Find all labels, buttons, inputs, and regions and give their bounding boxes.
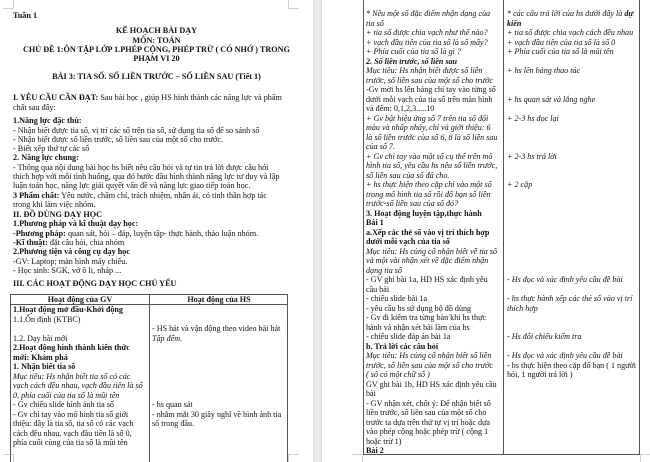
gv-line: dưới mỗi vạch của tia số <box>366 237 450 246</box>
gv-line: + Gv chỉ tay vào một số cụ thể trên mô <box>366 151 493 161</box>
nl-dac-thu-item: - Nhận biết được tia số, vị trí các số trên tia số, sử dụng tia số để so sánh số <box>13 126 260 135</box>
gv-line: Bài 2 <box>366 446 384 455</box>
hs-line-text: thích hợp <box>507 303 538 313</box>
gv-chi-tay: - Gv chỉ tay vào mô hình tia số giới <box>13 409 129 419</box>
gv-line: cầu bài <box>366 284 390 294</box>
pham-chat-heading: 3 Phẩm chất: <box>13 191 60 200</box>
gv-line: của số 7. <box>366 142 395 151</box>
hs-line <box>507 361 636 371</box>
hs-line <box>507 66 580 76</box>
hs-line-text: * các câu trả lời của hs dưới đây là <box>507 9 625 18</box>
gv-line: + hs thực hiện theo cặp chỉ vào một số <box>366 180 492 189</box>
header-hs: Hoạt động của HS <box>187 295 251 304</box>
nl-chung-line: - Thông qua nội dung bài học hs biết nêu câu hỏi và tự tin trả lời được câu hỏi <box>13 163 269 172</box>
pt-gv: -GV: Laptop; màn hình máy chiếu. <box>13 257 128 266</box>
gv-line: Bài 1 <box>366 218 384 227</box>
nl-chung-line: luận toán học, năng lực giải quyết vấn đề và năng lực giao tiếp toán học. <box>13 181 251 190</box>
gv-line: trước ta dựa trên thứ tự vị trí hoặc dựa <box>366 417 490 427</box>
gv-line: - chiếu slide bài 1a <box>366 294 428 303</box>
column-divider <box>149 295 150 462</box>
section-1-intro: Sau bài học , giúp HS hình thành các năng lực và phẩm <box>98 93 282 102</box>
hs-line <box>507 47 614 57</box>
hs-line <box>507 114 559 124</box>
hs-line-text: + hs quan sát và lắng nghe <box>507 94 596 104</box>
gv-hd2: 2.Hoạt động hình thành kiến thức <box>13 343 130 352</box>
hs-line <box>507 9 633 19</box>
subject-label: MÔN: TOÁN <box>132 36 181 45</box>
gv-chieu-slide: - Gv chiếu slide hình ảnh tia số <box>13 400 114 409</box>
hs-line-text: + tia số được chia vạch cách đều nhau <box>507 28 634 37</box>
section-2-heading: II. ĐỒ DÙNG DẠY HỌC <box>13 210 103 219</box>
gv-line: + Gv bật hiệu ứng số 7 trên tia số đổi <box>366 113 489 123</box>
kt-label: -Kĩ thuật: <box>13 238 48 247</box>
hs-line <box>507 152 557 162</box>
header-gv: Hoạt động của GV <box>47 295 113 304</box>
gv-line: + vạch đầu tiên của tia số là số mấy? <box>366 37 488 47</box>
page-corner-mark <box>640 454 650 462</box>
hs-line-text: + 2 cặp <box>507 180 533 189</box>
hs-line <box>507 370 573 380</box>
gv-line: là số liền trước của số 6, 8 là số liền sau <box>366 132 498 142</box>
gv-muc-tieu: 0, phía cuối của tia số là mũi tên <box>13 390 120 400</box>
pt-heading: 2.Phương tiện và công cụ dạy học <box>13 247 131 256</box>
hs-line-text: - hs thực hành xếp các thẻ số vào vị trí <box>507 294 633 303</box>
page-corner-mark <box>352 454 363 462</box>
gv-line: bài <box>366 389 376 398</box>
gv-line: + tia số được chia vạch như thế nào? <box>366 28 488 37</box>
hs-line <box>507 332 581 342</box>
section-1-intro-cont: chất sau đây: <box>13 103 56 112</box>
hs-line-text: + hs lên bảng thao tác <box>507 66 581 75</box>
gv-line: + Phía cuối của tia số là gì ? <box>366 47 461 56</box>
gv-line: - GV ghi bài 1a, HD HS xác định yêu <box>366 275 488 284</box>
gv-line: a.Xếp các thẻ số vào vị trí thích hợp <box>366 227 490 237</box>
gv-hd2-cont: mới: Khám phá <box>13 352 68 362</box>
hs-line-text: hỏi, 1 người trả lời ) <box>507 370 573 379</box>
hs-line <box>507 351 623 361</box>
document-page-right <box>322 0 650 462</box>
gv-line: Mục tiêu: Hs củng cố nhận biết số liền <box>366 351 492 360</box>
gv-line: - yêu cầu hs sử dụng bộ đồ dùng <box>366 303 472 313</box>
gv-line: 2. Số liền trước, số liền sau <box>366 56 458 66</box>
hs-line-text: + vạch đầu tiên của tia số là số 0 <box>507 37 616 47</box>
gv-line: - Gv đi kiểm tra từng bàn khi hs thực <box>366 313 487 322</box>
hs-hat-cont: Tập đếm. <box>152 333 183 343</box>
gv-line: liền trước, số liền sau của một số cho <box>366 408 487 417</box>
activities-table-right <box>363 0 640 455</box>
gv-line: Mục tiêu: Hs nhận biết được số liền <box>366 66 483 75</box>
gv-line: hành và nhận xét bài làm của hs <box>366 322 470 332</box>
page-corner-mark <box>3 0 14 9</box>
page-gutter <box>313 0 322 462</box>
nl-dac-thu-heading: 1.Năng lực đặc thù: <box>13 116 82 125</box>
gv-line: - chiếu slide đáp án bài 1a <box>366 332 451 341</box>
gv-line: - GV nhận xét, chốt ý: Để nhận biết số <box>366 398 491 408</box>
gv-line: b. Trả lời các câu hỏi <box>366 341 439 351</box>
gv-hd1: 1.Hoạt động mở đầu-Khởi động <box>13 305 123 314</box>
gv-line: vào phép cộng hoặc phép trừ ( cộng 1 <box>366 427 489 436</box>
column-divider <box>503 0 504 454</box>
gv-line: và một vài nhận xét về đặc điểm nhận <box>366 256 489 265</box>
hs-line <box>507 95 595 105</box>
hs-nham-mat: - nhắm mắt 30 giây nghĩ về hình ảnh tia <box>152 409 282 419</box>
hs-line-text: - Hs đọc và xác định yêu cầu đề bài <box>507 275 623 284</box>
gv-line: tia số <box>366 18 384 28</box>
hs-line <box>507 304 538 314</box>
hs-quan-sat: - hs quan sát <box>152 400 193 409</box>
nl-dac-thu-item: - Biết xếp thứ tự các số <box>13 144 90 153</box>
hs-line <box>507 180 532 190</box>
gv-chi-tay: cách đều nhau, vạch đầu tiên là số 0, <box>13 428 132 438</box>
gv-column <box>13 305 147 448</box>
hs-line <box>507 28 633 38</box>
hs-line-text: - hs thực hiện theo cặp đố bạn ( 1 người <box>507 360 637 370</box>
section-3-heading: III. CÁC HOẠT ĐỘNG DẠY HỌC CHỦ YẾU <box>13 279 177 288</box>
hs-line-text: - Hs đọc và xác định yêu cầu đề bài <box>507 351 623 360</box>
hs-line-bold: dự <box>624 9 634 18</box>
gv-line: trước-số liền sau của số đó? <box>366 199 459 208</box>
gv-line: 3. Hoạt động luyện tập,thực hành <box>366 208 482 218</box>
pt-hs: - Học sinh: SGK, vở ô li, nháp ... <box>13 266 122 275</box>
page-corner-mark <box>288 0 299 9</box>
gv-chi-tay: phía cuối cùng của tia số là mũi tên <box>13 438 128 447</box>
gv-line: dạng tia số <box>366 265 402 275</box>
gv-line: hoặc trừ 1) <box>366 436 402 446</box>
gv-line: hình tia số, yêu cầu hs nêu số liền trước, <box>366 161 498 170</box>
hs-line-text: - Hs đối chiếu kiểm tra <box>507 332 582 341</box>
pham-chat-cont: trong khi làm việc nhóm. <box>13 200 96 209</box>
gv-line: GV ghi bài 1b, HD HS xác định yêu cầu <box>366 379 497 389</box>
hs-nham-mat-cont: số trong đầu. <box>152 419 195 428</box>
section-1-line <box>13 93 282 103</box>
topic-line-2: PHẠM VI 20 <box>133 54 180 63</box>
gv-day-bai-moi: 1.2. Dạy bài mới <box>13 333 68 343</box>
lesson-title: BÀI 3: TIA SỐ. SỐ LIỀN TRƯỚC – SỐ LIỀN SAU (Tiết 1) <box>52 72 261 81</box>
gv-line: Mục tiêu: Hs củng cố nhận biết về tia số <box>366 246 498 256</box>
week-label: Tuần 1 <box>13 11 38 20</box>
gv-on-dinh: 1.1.Ổn định (KTBC) <box>13 314 81 324</box>
gv-line: trước, số liền sau của một số cho trước <box>366 360 493 370</box>
gv-muc-tieu: vạch cách đều nhau, vạch đầu tiên là số <box>13 381 143 390</box>
hs-line <box>507 294 632 304</box>
section-1-heading: I. YÊU CẦU CẦN ĐẠT: <box>13 93 99 102</box>
hs-line-text: + 2-3 hs đọc lại <box>507 113 559 123</box>
hs-column-lower <box>152 400 286 429</box>
gv-line: -Gv mời hs lên bảng chỉ tay vào từng số <box>366 85 496 94</box>
activities-table-left <box>10 294 288 462</box>
hs-hat: - HS hát và vận động theo video bài hát <box>152 324 281 333</box>
pp-heading: 1.Phương pháp và kĩ thuật dạy học: <box>13 219 139 228</box>
gv-nhan-biet: 1. Nhận biết tia số <box>13 362 76 371</box>
document-page-left <box>0 0 313 462</box>
hs-line-text: + Phía cuối của tia số là mũi tên <box>507 47 614 56</box>
pp-value: quan sát, hỏi – đáp, luyện tập- thực hành, thảo luận nhóm. <box>65 229 259 238</box>
hs-line <box>507 275 623 285</box>
gv-line: số liền sau của số đã cho. <box>366 170 450 180</box>
nl-chung-heading: 2. Năng lực chung: <box>13 153 79 162</box>
hs-column <box>152 324 286 343</box>
hs-line <box>507 38 615 48</box>
nl-chung-line: thích hợp với mỗi tình huống, qua đó bước đầu hình thành năng lực tư duy và lập <box>13 172 280 181</box>
gv-line: và đếm: 0,1,2,3.....10 <box>366 104 435 113</box>
hs-line <box>507 19 521 29</box>
pham-chat-text: Yêu nước, chăm chỉ, trách nhiệm, nhân ái, có tinh thần hợp tác <box>59 191 268 200</box>
gv-line: ( số có một chữ số ) <box>366 370 430 379</box>
gv-line: dưới mỗi vạch của tia số trên màn hình <box>366 94 493 104</box>
hs-line-text: + 2-3 hs trả lời <box>507 151 557 161</box>
nl-dac-thu-item: - Nhận biết được số liền trước, số liền sau của một số cho trước. <box>13 135 224 144</box>
gv-line: * Nêu một số đặc điểm nhận dạng của <box>366 9 491 18</box>
topic-line-1: CHỦ ĐỀ 1:ÔN TẬP LỚP 1.PHÉP CỘNG, PHÉP TRỪ ( CÓ NHỚ ) TRONG <box>23 45 290 54</box>
gv-line: trong mô hình tia số rồi đố bạn số liền <box>366 189 491 199</box>
gv-chi-tay: thiệu: đây là tia số, tia số có các vạch <box>13 419 134 428</box>
gv-line: trước, số liền sau của một số cho trước <box>366 75 493 85</box>
pp-label: -Phương pháp: <box>13 229 66 238</box>
document-title: KẾ HOẠCH BÀI DẠY <box>115 26 198 35</box>
gv-line: màu và nhấp nháy, chỉ và giới thiệu: 6 <box>366 123 491 132</box>
hs-line-text: kiến <box>507 18 522 28</box>
gv-muc-tieu: Mục tiêu: Hs nhận biết tia số có các <box>13 371 131 381</box>
page-corner-mark <box>288 454 299 462</box>
kt-value: đặt câu hỏi, chia nhóm <box>47 238 125 247</box>
